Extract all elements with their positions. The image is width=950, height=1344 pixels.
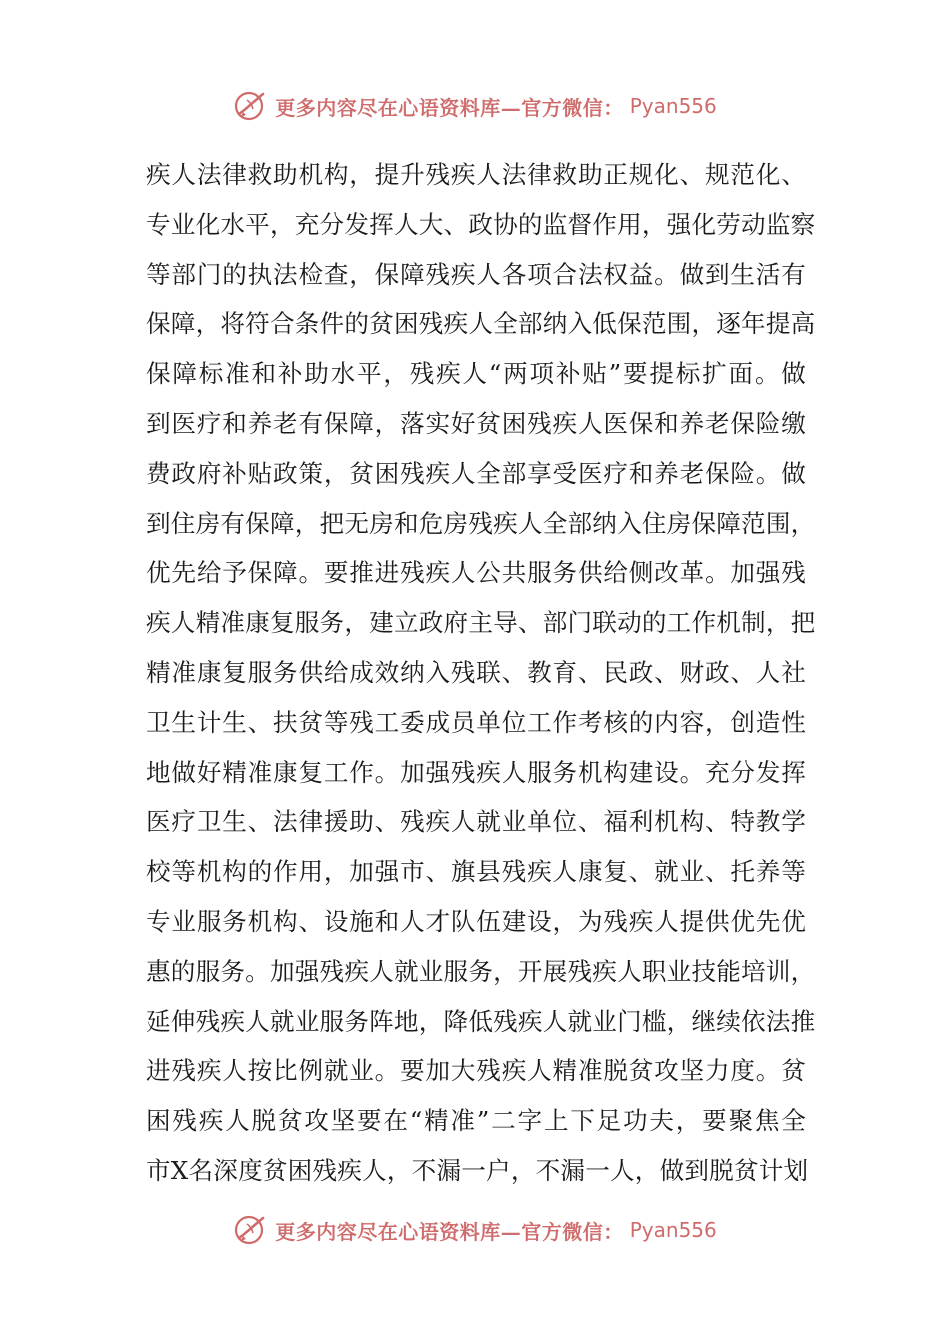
text-line: 到医疗和养老有保障，落实好贫困残疾人医保和养老保险缴 <box>146 408 806 438</box>
text-line: 专业服务机构、设施和人才队伍建设，为残疾人提供优先优 <box>146 906 806 936</box>
text-line: 精准康复服务供给成效纳入残联、教育、民政、财政、人社 <box>146 657 806 687</box>
text-line: 市X名深度贫困残疾人，不漏一户，不漏一人，做到脱贫计划 <box>146 1155 809 1185</box>
text-line: 卫生计生、扶贫等残工委成员单位工作考核的内容，创造性 <box>146 707 806 737</box>
footer-watermark <box>0 1208 950 1252</box>
text-line: 保障，将符合条件的贫困残疾人全部纳入低保范围，逐年提高 <box>146 309 816 339</box>
text-line: 专业化水平，充分发挥人大、政协的监督作用，强化劳动监察 <box>146 209 816 239</box>
text-line: 困残疾人脱贫攻坚要在“精准”二字上下足功夫，要聚焦全 <box>146 1106 806 1136</box>
text-line: 疾人精准康复服务，建立政府主导、部门联动的工作机制，把 <box>146 608 816 638</box>
watermark-text: 更多内容尽在心语资料库—官方微信： <box>275 95 624 120</box>
pen-logo-icon <box>233 1212 269 1248</box>
watermark-text: 更多内容尽在心语资料库—官方微信： <box>275 1219 624 1244</box>
pen-logo-icon <box>233 88 269 124</box>
document-body <box>146 150 816 1196</box>
text-line: 地做好精准康复工作。加强残疾人服务机构建设。充分发挥 <box>146 757 806 787</box>
watermark-account: Pyan556 <box>629 94 717 118</box>
watermark-account: Pyan556 <box>629 1218 717 1242</box>
text-line: 费政府补贴政策，贫困残疾人全部享受医疗和养老保险。做 <box>146 458 806 488</box>
text-line: 等部门的执法检查，保障残疾人各项合法权益。做到生活有 <box>146 259 806 289</box>
text-line: 进残疾人按比例就业。要加大残疾人精准脱贫攻坚力度。贫 <box>146 1056 806 1086</box>
text-line: 延伸残疾人就业服务阵地，降低残疾人就业门槛，继续依法推 <box>146 1006 816 1036</box>
text-line: 惠的服务。加强残疾人就业服务，开展残疾人职业技能培训， <box>146 956 816 986</box>
text-line: 医疗卫生、法律援助、残疾人就业单位、福利机构、特教学 <box>146 807 806 837</box>
text-line: 保障标准和补助水平，残疾人“两项补贴”要提标扩面。做 <box>146 359 806 389</box>
text-line: 优先给予保障。要推进残疾人公共服务供给侧改革。加强残 <box>146 558 806 588</box>
header-watermark <box>0 84 950 128</box>
text-line: 疾人法律救助机构，提升残疾人法律救助正规化、规范化、 <box>146 160 806 189</box>
text-line: 到住房有保障，把无房和危房残疾人全部纳入住房保障范围， <box>146 508 816 538</box>
text-line: 校等机构的作用，加强市、旗县残疾人康复、就业、托养等 <box>146 857 806 887</box>
